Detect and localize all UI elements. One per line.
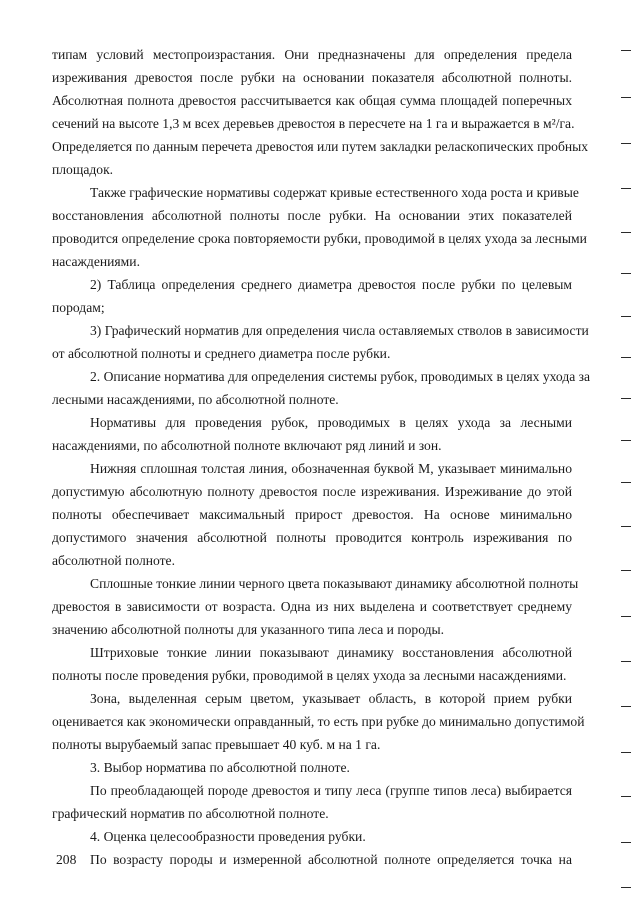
text-line: изреживания древостоя после рубки на основании показателя абсолютной полноты. xyxy=(52,70,572,85)
paragraph xyxy=(52,273,572,319)
margin-tick-marks xyxy=(621,0,633,905)
paragraph xyxy=(52,319,589,365)
text-line: абсолютной полноте. xyxy=(52,553,175,568)
paragraph xyxy=(52,825,572,848)
text-line: 3. Выбор норматива по абсолютной полноте. xyxy=(90,760,350,775)
page-number: 208 xyxy=(56,852,77,867)
margin-tick xyxy=(621,526,631,527)
text-line: насаждениями, по абсолютной полноте включают ряд линий и зон. xyxy=(52,438,442,453)
text-line: Определяется по данным перечета древостоя или путем закладки реласкопических пробных xyxy=(52,139,589,154)
text-line: Нормативы для проведения рубок, проводимых в целях ухода за лесными xyxy=(90,415,572,430)
margin-tick xyxy=(621,752,631,753)
text-line: оценивается как экономически оправданный, то есть при рубке до минимально допустимой xyxy=(52,714,585,729)
text-line: породам; xyxy=(52,300,105,315)
text-line: площадок. xyxy=(52,162,114,177)
margin-tick xyxy=(621,616,631,617)
text-line: По преобладающей породе древостоя и типу леса (группе типов леса) выбирается xyxy=(90,783,572,798)
text-line: Зона, выделенная серым цветом, указывает область, в которой прием рубки xyxy=(90,691,572,706)
text-line: Штриховые тонкие линии показывают динамику восстановления абсолютной xyxy=(90,645,572,660)
text-line: восстановления абсолютной полноты после рубки. На основании этих показателей xyxy=(52,208,572,223)
margin-tick xyxy=(621,661,631,662)
text-line: графический норматив по абсолютной полноте. xyxy=(52,806,329,821)
margin-tick xyxy=(621,842,631,843)
text-line: полноты после проведения рубки, проводимой в целях ухода за лесными насаждениями. xyxy=(52,668,567,683)
text-line: Сплошные тонкие линии черного цвета показывают динамику абсолютной полноты xyxy=(90,576,579,591)
body-text xyxy=(52,43,591,871)
paragraph xyxy=(52,572,579,641)
margin-tick xyxy=(621,440,631,441)
text-line: 2) Таблица определения среднего диаметра древостоя после рубки по целевым xyxy=(90,277,572,292)
margin-tick xyxy=(621,232,631,233)
text-line: 2. Описание норматива для определения системы рубок, проводимых в целях ухода за xyxy=(90,369,591,384)
text-line: Также графические нормативы содержат кривые естественного хода роста и кривые xyxy=(90,185,579,200)
paragraph xyxy=(52,756,572,779)
text-line: типам условий местопроизрастания. Они предназначены для определения предела xyxy=(52,47,572,62)
margin-tick xyxy=(621,188,631,189)
margin-tick xyxy=(621,273,631,274)
margin-tick xyxy=(621,706,631,707)
paragraph xyxy=(52,641,572,687)
text-line: значению абсолютной полноты для указанного типа леса и породы. xyxy=(52,622,445,637)
margin-tick xyxy=(621,143,631,144)
margin-tick xyxy=(621,357,631,358)
paragraph xyxy=(52,181,587,273)
text-line: По возрасту породы и измеренной абсолютной полноте определяется точка на xyxy=(90,852,572,867)
text-line: Абсолютная полнота древостоя рассчитывается как общая сумма площадей поперечных xyxy=(52,93,572,108)
text-line: лесными насаждениями, по абсолютной полноте. xyxy=(52,392,339,407)
text-line: от абсолютной полноты и среднего диаметра после рубки. xyxy=(52,346,391,361)
margin-tick xyxy=(621,570,631,571)
text-line: проводится определение срока повторяемости рубки, проводимой в целях ухода за лесными xyxy=(52,231,587,246)
text-line: допустимого значения абсолютной полноты проводится контроль изреживания по xyxy=(52,530,572,545)
paragraph xyxy=(52,365,591,411)
margin-tick xyxy=(621,50,631,51)
margin-tick xyxy=(621,796,631,797)
text-line: полноты вырубаемый запас превышает 40 куб. м на 1 га. xyxy=(52,737,381,752)
paragraph xyxy=(52,457,572,572)
margin-tick xyxy=(621,316,631,317)
margin-tick xyxy=(621,482,631,483)
margin-tick xyxy=(621,97,631,98)
text-line: 3) Графический норматив для определения числа оставляемых стволов в зависимости xyxy=(90,323,589,338)
text-line: Нижняя сплошная толстая линия, обозначенная буквой М, указывает минимально xyxy=(90,461,572,476)
paragraph xyxy=(52,779,572,825)
paragraph xyxy=(52,411,572,457)
paragraph xyxy=(52,848,572,871)
paragraph xyxy=(52,687,585,756)
margin-tick xyxy=(621,398,631,399)
text-line: насаждениями. xyxy=(52,254,140,269)
text-line: сечений на высоте 1,3 м всех деревьев древостоя в пересчете на 1 га и выражается в м²/га. xyxy=(52,116,575,131)
margin-tick xyxy=(621,887,631,888)
text-line: допустимую абсолютную полноту древостоя после изреживания. Изреживание до этой xyxy=(52,484,572,499)
paragraph xyxy=(52,43,589,181)
text-line: 4. Оценка целесообразности проведения рубки. xyxy=(90,829,366,844)
text-line: полноты обеспечивает максимальный прирост древостоя. На основе минимально xyxy=(52,507,572,522)
text-line: древостоя в зависимости от возраста. Одна из них выделена и соответствует среднему xyxy=(52,599,572,614)
